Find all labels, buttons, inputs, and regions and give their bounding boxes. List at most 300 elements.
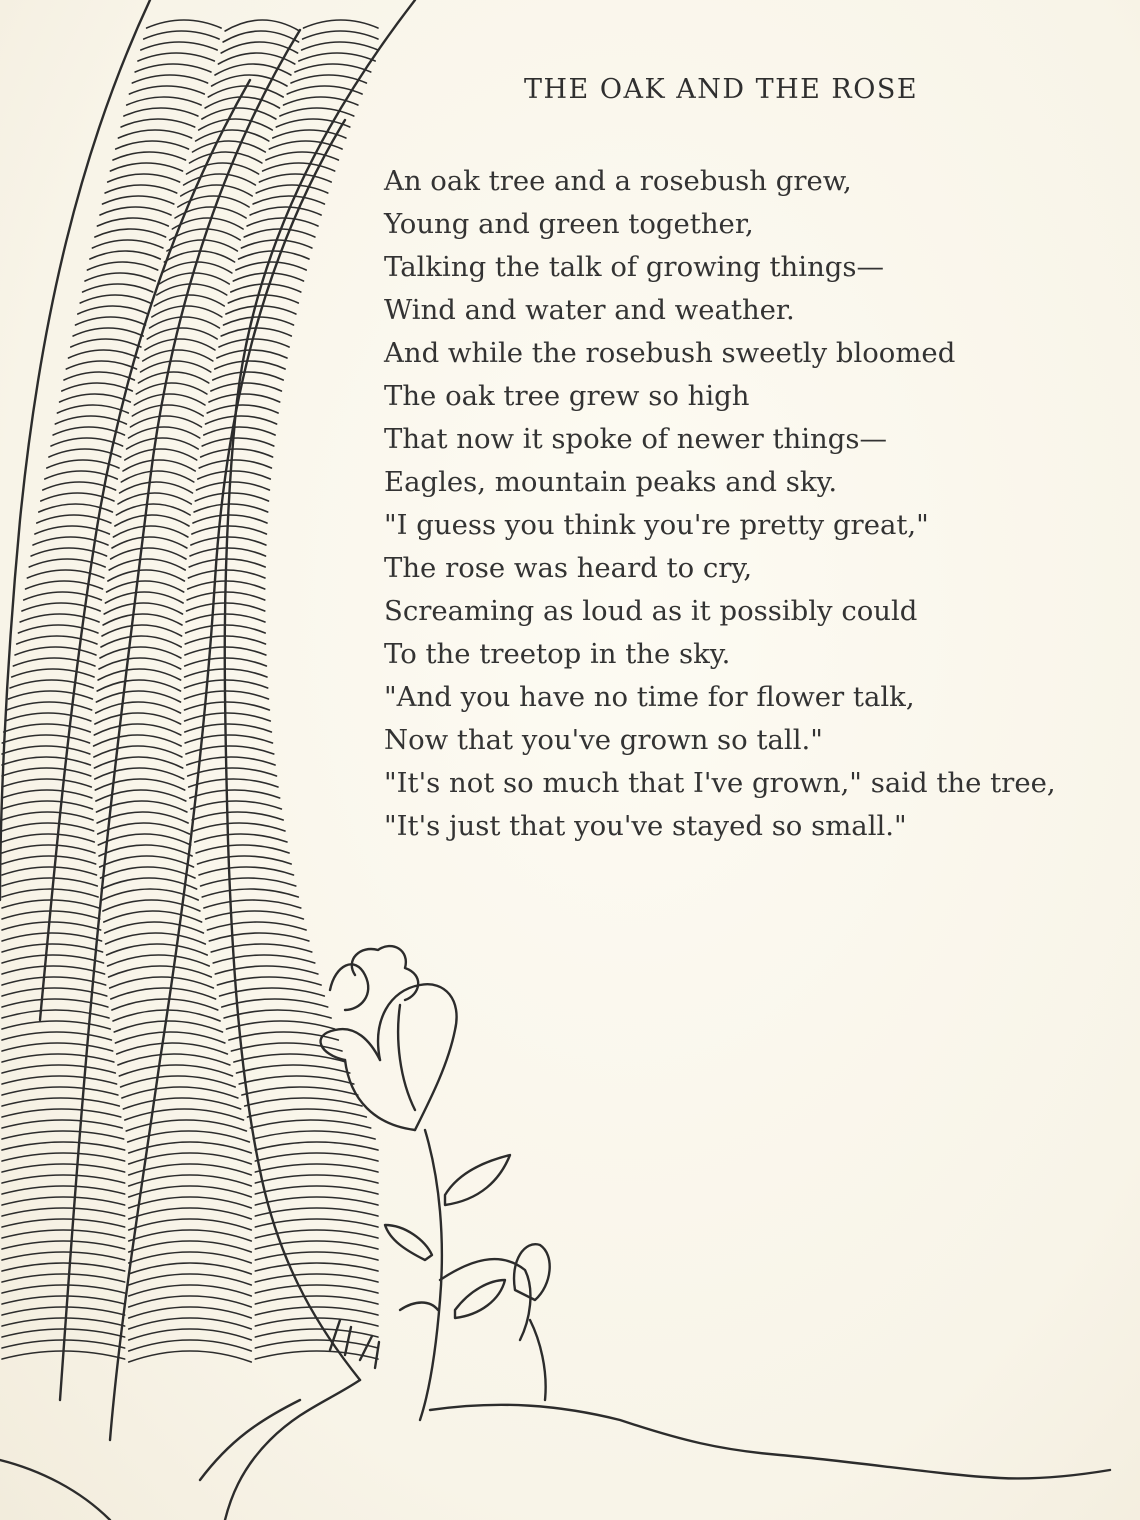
- bark-stroke: [263, 163, 335, 171]
- bark-stroke: [191, 801, 282, 809]
- poem-title: THE OAK AND THE ROSE: [524, 74, 919, 105]
- bark-stroke: [255, 1351, 378, 1359]
- bark-stroke: [125, 1109, 244, 1120]
- bark-stroke: [92, 240, 162, 248]
- bark-stroke: [2, 1318, 125, 1326]
- bark-stroke: [302, 42, 378, 50]
- bark-stroke: [2, 966, 105, 974]
- bark-stroke: [218, 53, 294, 64]
- bark-stroke: [107, 581, 184, 592]
- bark-stroke: [217, 977, 321, 985]
- bark-stroke: [78, 306, 148, 314]
- bark-stroke: [259, 174, 331, 182]
- bark-stroke: [94, 757, 182, 768]
- poem-line: To the treetop in the sky.: [384, 638, 731, 670]
- bark-stroke: [201, 878, 296, 886]
- bark-stroke: [192, 526, 267, 534]
- bark-stroke: [2, 955, 104, 963]
- bark-stroke: [152, 306, 222, 317]
- bark-stroke: [2, 1142, 125, 1150]
- bark-stroke: [184, 174, 256, 185]
- bark-stroke: [255, 1307, 378, 1315]
- poem-line: And while the rosebush sweetly bloomed: [384, 337, 956, 369]
- bark-stroke: [217, 350, 287, 358]
- bark-stroke: [98, 669, 181, 680]
- bark-stroke: [5, 713, 91, 721]
- bark-stroke: [97, 680, 180, 691]
- bark-stroke: [94, 746, 182, 757]
- bark-stroke: [144, 31, 219, 39]
- bark-stroke: [102, 625, 182, 636]
- bark-stroke: [60, 394, 131, 402]
- bark-stroke: [2, 878, 97, 886]
- bark-stroke: [105, 592, 183, 603]
- bark-stroke: [2, 1263, 125, 1271]
- bark-stroke: [304, 20, 379, 28]
- bark-stroke: [99, 658, 181, 669]
- bark-stroke: [215, 966, 318, 974]
- poem-line: Young and green together,: [384, 208, 754, 240]
- bark-stroke: [255, 1197, 378, 1205]
- bark-stroke: [2, 1230, 125, 1238]
- bark-stroke: [2, 812, 93, 820]
- bark-stroke: [101, 636, 181, 647]
- bark-stroke: [118, 1054, 230, 1065]
- bark-stroke: [255, 1175, 378, 1183]
- bark-stroke: [122, 1087, 238, 1098]
- bark-stroke: [53, 427, 124, 435]
- bark-stroke: [2, 735, 89, 743]
- bark-stroke: [150, 317, 220, 328]
- bark-stroke: [199, 460, 271, 468]
- bark-stroke: [109, 559, 185, 570]
- bark-stroke: [113, 526, 187, 537]
- bark-stroke: [2, 801, 93, 809]
- bark-stroke: [191, 537, 266, 545]
- bark-stroke: [130, 416, 201, 427]
- bark-stroke: [195, 493, 268, 501]
- bark-stroke: [2, 1076, 117, 1084]
- bark-stroke: [295, 64, 371, 72]
- bark-stroke: [255, 1164, 378, 1172]
- bark-stroke: [95, 768, 184, 779]
- bark-stroke: [192, 812, 283, 820]
- bark-stroke: [201, 449, 273, 457]
- bark-stroke: [55, 416, 126, 424]
- bark-stroke: [181, 185, 253, 196]
- bark-stroke: [57, 405, 128, 413]
- bark-stroke: [10, 680, 93, 688]
- poem-line: "It's not so much that I've grown," said the tree,: [384, 767, 1056, 799]
- bark-stroke: [196, 845, 289, 853]
- bark-stroke: [193, 141, 266, 152]
- bark-stroke: [2, 1329, 125, 1337]
- bark-stroke: [97, 218, 168, 226]
- bark-stroke: [107, 944, 208, 955]
- bark-stroke: [255, 1274, 378, 1282]
- bark-stroke: [255, 1340, 378, 1348]
- bark-stroke: [71, 339, 141, 347]
- bark-stroke: [141, 361, 211, 372]
- bark-stroke: [143, 350, 213, 361]
- bark-stroke: [185, 702, 270, 710]
- bark-stroke: [129, 1329, 252, 1340]
- bark-stroke: [2, 790, 92, 798]
- bark-stroke: [113, 152, 186, 160]
- bark-stroke: [2, 1087, 118, 1095]
- bark-stroke: [147, 328, 217, 339]
- bark-stroke: [95, 713, 181, 724]
- bark-stroke: [193, 515, 267, 523]
- bark-stroke: [115, 515, 189, 526]
- bark-stroke: [245, 1098, 362, 1106]
- bark-stroke: [128, 1131, 250, 1142]
- bark-stroke: [2, 845, 95, 853]
- bark-stroke: [120, 482, 193, 493]
- bark-stroke: [2, 1010, 109, 1018]
- bark-stroke: [237, 1065, 350, 1073]
- bark-stroke: [202, 438, 274, 446]
- bark-stroke: [2, 922, 101, 930]
- bark-stroke: [299, 53, 375, 61]
- bark-stroke: [26, 581, 103, 589]
- bark-stroke: [213, 955, 315, 963]
- bark-stroke: [129, 86, 204, 94]
- bark-stroke: [31, 548, 107, 556]
- bark-stroke: [62, 383, 133, 391]
- bark-stroke: [117, 1043, 228, 1054]
- bark-stroke: [206, 416, 277, 424]
- bark-stroke: [129, 1252, 252, 1263]
- bark-stroke: [108, 570, 184, 581]
- bark-stroke: [209, 394, 280, 402]
- bark-stroke: [185, 691, 269, 699]
- bark-stroke: [255, 1142, 378, 1150]
- bark-stroke: [116, 141, 189, 149]
- bark-stroke: [234, 1054, 346, 1062]
- poem-line: Eagles, mountain peaks and sky.: [384, 466, 838, 498]
- bark-stroke: [121, 1076, 236, 1087]
- poem-line: The oak tree grew so high: [384, 380, 750, 412]
- bark-stroke: [193, 823, 285, 831]
- bark-stroke: [2, 1219, 125, 1227]
- bark-stroke: [101, 878, 196, 889]
- bark-stroke: [24, 592, 102, 600]
- bark-stroke: [129, 1263, 252, 1274]
- bark-stroke: [188, 768, 277, 776]
- bark-stroke: [99, 845, 192, 856]
- bark-stroke: [199, 867, 294, 875]
- bark-stroke: [12, 669, 94, 677]
- bark-stroke: [2, 1186, 125, 1194]
- bark-stroke: [105, 922, 204, 933]
- bark-stroke: [276, 119, 350, 127]
- bark-stroke: [2, 1098, 119, 1106]
- poem-line: The rose was heard to cry,: [384, 552, 753, 584]
- poem-line: Now that you've grown so tall.": [384, 724, 823, 756]
- bark-stroke: [20, 614, 99, 622]
- bark-stroke: [233, 273, 303, 281]
- bark-stroke: [98, 823, 190, 834]
- bark-stroke: [255, 1329, 378, 1337]
- bark-stroke: [154, 295, 224, 306]
- bark-stroke: [90, 251, 160, 259]
- bark-stroke: [129, 1230, 252, 1241]
- poem-body: [384, 160, 1104, 848]
- bark-stroke: [127, 97, 201, 105]
- bark-stroke: [83, 284, 153, 292]
- bark-stroke: [2, 856, 96, 864]
- bark-stroke: [204, 900, 301, 908]
- bark-stroke: [190, 152, 262, 163]
- bark-stroke: [255, 1296, 378, 1304]
- bark-stroke: [64, 372, 134, 380]
- bark-stroke: [103, 614, 182, 625]
- bark-stroke: [157, 284, 227, 295]
- bark-stroke: [129, 1274, 252, 1285]
- bark-stroke: [189, 779, 278, 787]
- bark-stroke: [185, 735, 272, 743]
- bark-stroke: [2, 746, 90, 754]
- bark-stroke: [253, 196, 324, 204]
- bark-stroke: [96, 702, 181, 713]
- bark-stroke: [186, 746, 274, 754]
- bark-stroke: [112, 999, 218, 1010]
- bark-stroke: [202, 889, 298, 897]
- bark-stroke: [135, 64, 211, 72]
- bark-stroke: [253, 1131, 375, 1139]
- bark-stroke: [266, 152, 339, 160]
- bark-stroke: [185, 724, 272, 732]
- bark-stroke: [2, 823, 94, 831]
- bark-stroke: [2, 1307, 125, 1315]
- bark-stroke: [111, 548, 186, 559]
- bark-stroke: [118, 130, 191, 138]
- bark-stroke: [85, 273, 155, 281]
- bark-stroke: [2, 1274, 125, 1282]
- bark-stroke: [215, 361, 285, 369]
- bark-stroke: [255, 1153, 378, 1161]
- bark-stroke: [2, 1021, 110, 1029]
- bark-stroke: [129, 1197, 252, 1208]
- bark-stroke: [2, 1296, 125, 1304]
- bark-stroke: [8, 691, 92, 699]
- bark-stroke: [100, 207, 171, 215]
- bark-stroke: [211, 944, 312, 952]
- bark-stroke: [129, 1318, 252, 1329]
- bark-stroke: [119, 1065, 232, 1076]
- bark-stroke: [33, 537, 108, 545]
- bark-stroke: [104, 911, 202, 922]
- bark-stroke: [129, 427, 200, 438]
- bark-stroke: [255, 1230, 378, 1238]
- bark-stroke: [2, 1131, 124, 1139]
- bark-stroke: [127, 438, 199, 449]
- bark-stroke: [76, 317, 146, 325]
- ground-line: [330, 1320, 1110, 1478]
- bark-stroke: [209, 933, 309, 941]
- bark-stroke: [129, 1307, 252, 1318]
- bark-stroke: [256, 185, 328, 193]
- bark-stroke: [2, 944, 103, 952]
- bark-stroke: [225, 20, 299, 31]
- bark-stroke: [100, 647, 181, 658]
- bark-stroke: [2, 889, 98, 897]
- bark-stroke: [129, 1164, 252, 1175]
- bark-stroke: [126, 1120, 246, 1131]
- bark-stroke: [96, 790, 186, 801]
- bark-stroke: [132, 405, 203, 416]
- bark-stroke: [13, 658, 95, 666]
- bark-stroke: [255, 1263, 378, 1271]
- bark-stroke: [15, 647, 96, 655]
- bark-stroke: [95, 779, 184, 790]
- bark-stroke: [2, 1153, 125, 1161]
- bark-stroke: [100, 856, 194, 867]
- bark-stroke: [136, 383, 207, 394]
- bark-stroke: [2, 977, 106, 985]
- bark-stroke: [195, 834, 287, 842]
- bark-stroke: [223, 31, 299, 42]
- bark-stroke: [7, 702, 92, 710]
- bark-stroke: [2, 1043, 113, 1051]
- bark-stroke: [2, 1208, 125, 1216]
- bark-stroke: [198, 471, 270, 479]
- bark-stroke: [123, 1098, 240, 1109]
- bark-stroke: [242, 1087, 358, 1095]
- bark-stroke: [303, 31, 378, 39]
- bark-stroke: [198, 856, 292, 864]
- bark-stroke: [112, 537, 187, 548]
- bark-stroke: [2, 933, 102, 941]
- bark-stroke: [213, 372, 283, 380]
- bark-stroke: [118, 493, 191, 504]
- bark-stroke: [211, 383, 282, 391]
- bark-stroke: [18, 625, 98, 633]
- bark-stroke: [187, 163, 259, 174]
- bark-stroke: [106, 933, 206, 944]
- bark-stroke: [207, 922, 306, 930]
- bark-stroke: [2, 1109, 121, 1117]
- bark-stroke: [2, 1032, 111, 1040]
- bark-stroke: [185, 713, 271, 721]
- bark-stroke: [94, 724, 181, 735]
- bark-stroke: [138, 53, 215, 61]
- bark-stroke: [69, 350, 139, 358]
- bark-stroke: [17, 636, 97, 644]
- bark-stroke: [145, 339, 215, 350]
- bark-stroke: [255, 1285, 378, 1293]
- bark-stroke: [250, 207, 321, 215]
- bark-stroke: [2, 867, 97, 875]
- bark-stroke: [239, 251, 309, 259]
- bark-stroke: [219, 339, 289, 347]
- bark-stroke: [125, 449, 197, 460]
- bark-stroke: [255, 1241, 378, 1249]
- bark-stroke: [94, 735, 182, 746]
- bark-stroke: [66, 361, 136, 369]
- bark-stroke: [29, 559, 105, 567]
- bark-stroke: [124, 108, 198, 116]
- poem-line: Wind and water and weather.: [384, 294, 795, 326]
- bark-stroke: [147, 20, 222, 28]
- bark-stroke: [141, 42, 217, 50]
- bark-stroke: [159, 273, 229, 284]
- bark-stroke: [121, 119, 195, 127]
- bark-stroke: [129, 1175, 252, 1186]
- bark-stroke: [116, 504, 190, 515]
- bark-stroke: [87, 262, 157, 270]
- bark-stroke: [206, 911, 304, 919]
- bark-stroke: [196, 130, 269, 141]
- bark-stroke: [291, 75, 366, 83]
- bark-stroke: [227, 1021, 335, 1029]
- bark-stroke: [22, 603, 100, 611]
- bark-stroke: [2, 834, 94, 842]
- bark-stroke: [103, 900, 200, 911]
- bark-stroke: [108, 174, 180, 182]
- bark-stroke: [207, 405, 278, 413]
- bark-stroke: [197, 482, 270, 490]
- bark-stroke: [194, 504, 268, 512]
- bark-stroke: [199, 119, 273, 130]
- bark-stroke: [2, 779, 91, 787]
- bark-stroke: [115, 1032, 224, 1043]
- bark-stroke: [224, 1010, 331, 1018]
- bark-hatching: [2, 20, 378, 1362]
- bark-stroke: [105, 185, 177, 193]
- bark-stroke: [280, 108, 354, 116]
- rose-drawing: [321, 946, 550, 1420]
- bark-stroke: [108, 955, 210, 966]
- bark-stroke: [2, 768, 91, 776]
- bark-stroke: [231, 284, 301, 292]
- bark-stroke: [129, 1296, 252, 1307]
- bark-stroke: [27, 570, 104, 578]
- bark-stroke: [248, 1109, 367, 1117]
- bark-stroke: [2, 1120, 122, 1128]
- bark-stroke: [255, 1186, 378, 1194]
- bark-stroke: [98, 834, 190, 845]
- poem-line: An oak tree and a rosebush grew,: [384, 165, 852, 197]
- bark-stroke: [109, 966, 212, 977]
- bark-stroke: [129, 1241, 252, 1252]
- bark-stroke: [4, 724, 91, 732]
- bark-stroke: [101, 867, 196, 878]
- bark-stroke: [73, 328, 143, 336]
- bark-stroke: [2, 1252, 125, 1260]
- bark-stroke: [2, 1065, 115, 1073]
- bark-stroke: [2, 1175, 125, 1183]
- bark-stroke: [104, 603, 182, 614]
- poem-line: That now it spoke of newer things—: [384, 423, 887, 455]
- bark-stroke: [236, 262, 306, 270]
- poem-line: "It's just that you've stayed so small.": [384, 810, 907, 842]
- bark-stroke: [202, 108, 276, 119]
- bark-stroke: [129, 1351, 252, 1362]
- bark-stroke: [96, 691, 180, 702]
- bark-stroke: [255, 1252, 378, 1260]
- bark-stroke: [110, 163, 182, 171]
- bark-stroke: [190, 790, 280, 798]
- bark-stroke: [255, 1208, 378, 1216]
- poem-line: "I guess you think you're pretty great,": [384, 509, 929, 541]
- poem-line: "And you have no time for flower talk,: [384, 681, 915, 713]
- bark-stroke: [80, 295, 150, 303]
- bark-stroke: [110, 977, 214, 988]
- bark-stroke: [2, 1054, 114, 1062]
- bark-stroke: [129, 1186, 252, 1197]
